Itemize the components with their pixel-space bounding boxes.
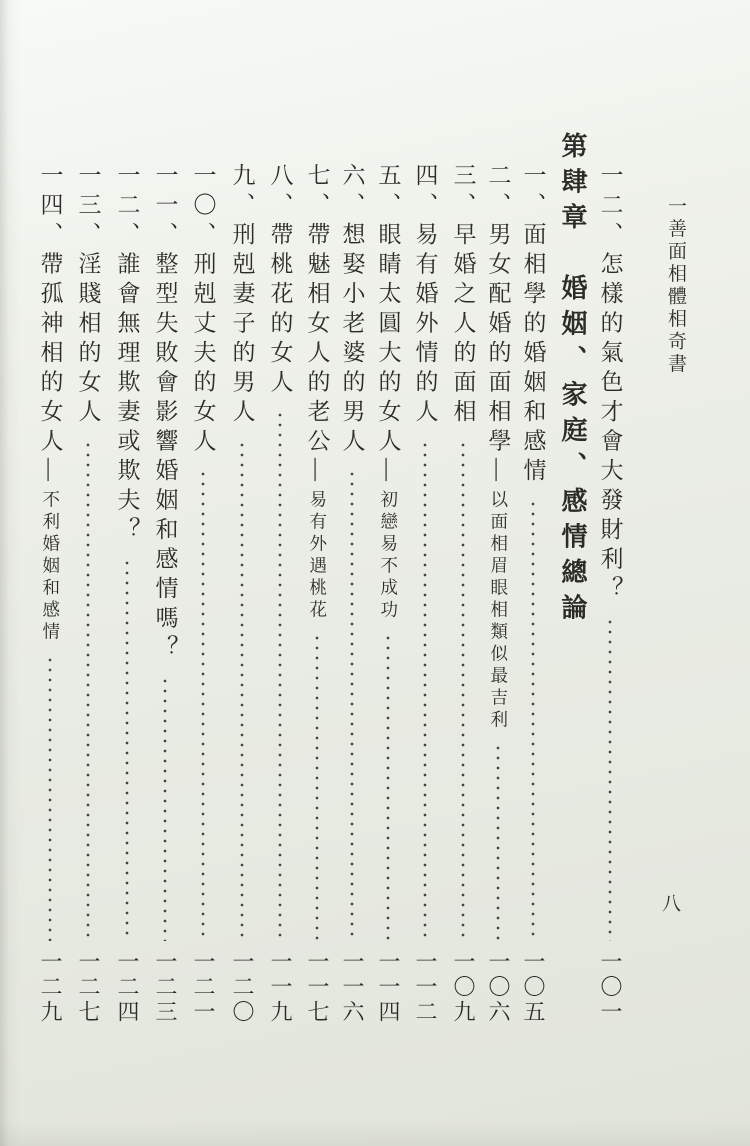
toc-chapter-heading [557,132,587,1025]
toc-entry [112,163,142,1025]
toc-entry-page-number: 一〇九 [451,950,476,1025]
dotted-leader-icon [227,438,257,942]
toc-entry-title: 八、帶桃花的女人 [267,163,293,399]
toc-entry [448,163,478,1025]
dotted-leader-icon [265,408,295,941]
dotted-leader-icon [410,438,440,942]
toc-entry-page-number: 一一二 [413,950,438,1025]
dotted-leader-icon [373,631,403,942]
toc-entry-page-number: 一一七 [305,950,330,1025]
toc-entry-page-number: 一二九 [38,950,63,1025]
dotted-leader-icon [150,674,180,942]
toc-entry-title: 一二、誰會無理欺妻或欺夫？ [114,163,140,547]
dotted-leader-icon [595,615,625,942]
toc-entry-subnote: 不利婚姻和感情 [40,489,61,644]
toc-entry-title: 一一、整型失敗會影響婚姻和感情嗎？ [152,163,178,665]
toc [0,132,750,1025]
toc-entry-title: 三、早婚之人的面相 [450,163,476,429]
toc-entry-title: 一三、淫賤相的女人 [75,163,101,429]
toc-entry-page-number: 一一六 [340,950,365,1025]
toc-entry-subnote: 初戀易不成功 [378,489,399,622]
toc-entry-page-number: 一一四 [376,950,401,1025]
running-title: 一善面相體相奇書 [665,196,686,376]
toc-entry-subnote: 以面相眉眼相類似最吉利 [488,489,509,732]
toc-entry-title: 五、眼睛太圓大的女人— [375,163,401,488]
toc-entry [595,163,625,1025]
dotted-leader-icon [112,556,142,942]
dotted-leader-icon [35,653,65,942]
toc-entry-title: 六、想娶小老婆的男人 [339,163,365,458]
folio-page-number: 八 [662,894,682,915]
toc-entry [302,163,332,1025]
dotted-leader-icon [302,631,332,942]
toc-entry-title: 一〇、刑剋丈夫的女人 [190,163,216,458]
toc-entry-page-number: 一〇六 [486,950,511,1025]
dotted-leader-icon [188,467,218,941]
dotted-leader-icon [483,741,513,942]
toc-entry-page-number: 一〇五 [521,950,546,1025]
toc-entry-title: 一四、帶孤神相的女人— [37,163,63,488]
toc-entry [373,163,403,1025]
dotted-leader-icon [518,497,548,942]
toc-entry-page-number: 一二〇 [230,950,255,1025]
toc-entry [483,163,513,1025]
toc-entry [150,163,180,1025]
toc-entry-title: 七、帶魅相女人的老公— [304,163,330,488]
toc-entry-title: 二、男女配婚的面相學— [485,163,511,488]
toc-entry-title: 一、面相學的婚姻和感情 [520,163,546,488]
toc-entry [35,163,65,1025]
toc-entry-subnote: 易有外遇桃花 [307,489,328,622]
toc-entry-title: 四、易有婚外情的人 [412,163,438,429]
toc-entry [188,163,218,1025]
dotted-leader-icon [448,438,478,942]
toc-entry-page-number: 一二三 [153,950,178,1025]
toc-entry [73,163,103,1025]
toc-entry [265,163,295,1025]
toc-entry [227,163,257,1025]
toc-entry-title: 九、刑剋妻子的男人 [229,163,255,429]
toc-entry [410,163,440,1025]
chapter-title: 第肆章 婚姻、家庭、感情總論 [558,132,587,629]
dotted-leader-icon [337,467,367,941]
toc-entry [518,163,548,1025]
toc-entry-page-number: 一二七 [76,950,101,1025]
toc-entry-page-number: 一一九 [268,950,293,1025]
toc-entry-page-number: 一〇一 [598,950,623,1025]
toc-entry-title: 一二、怎樣的氣色才會大發財利？ [597,163,623,606]
dotted-leader-icon [73,438,103,942]
toc-entry-page-number: 一二一 [191,950,216,1025]
toc-entry-page-number: 一二四 [115,950,140,1025]
toc-entry [337,163,367,1025]
